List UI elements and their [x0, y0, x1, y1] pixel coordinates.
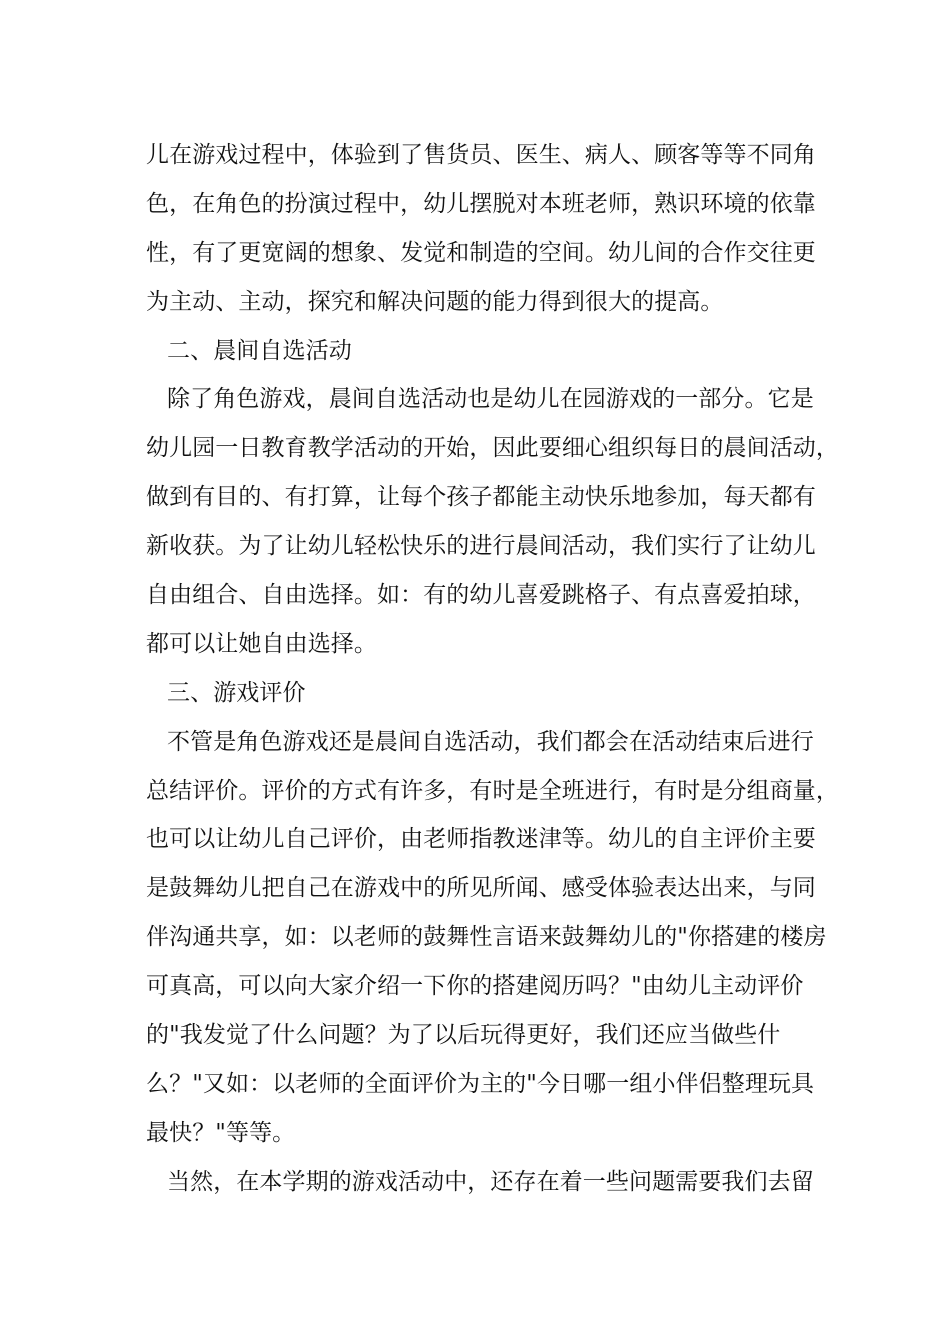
paragraph-line: 的"我发觉了什么问题？为了以后玩得更好，我们还应当做些什	[146, 1022, 781, 1049]
paragraph-line: 色，在角色的扮演过程中，幼儿摆脱对本班老师，熟识环境的依靠	[146, 190, 816, 217]
section-heading: 三、游戏评价	[167, 679, 306, 706]
paragraph-line: 也可以让幼儿自己评价，由老师指教迷津等。幼儿的自主评价主要	[146, 826, 816, 853]
paragraph-line: 都可以让她自由选择。	[146, 630, 377, 657]
paragraph-line: 儿在游戏过程中，体验到了售货员、医生、病人、顾客等等不同角	[146, 142, 816, 168]
document-body	[146, 131, 839, 1207]
paragraph-line: 么？"又如：以老师的全面评价为主的"今日哪一组小伴侣整理玩具	[146, 1070, 815, 1097]
paragraph-line: 幼儿园一日教育教学活动的开始，因此要细心组织每日的晨间活动，	[146, 435, 839, 462]
paragraph-line: 是鼓舞幼儿把自己在游戏中的所见所闻、感受体验表达出来，与同	[146, 875, 816, 902]
paragraph-line: 做到有目的、有打算，让每个孩子都能主动快乐地参加，每天都有	[146, 484, 816, 511]
section-heading: 二、晨间自选活动	[167, 337, 352, 364]
paragraph-line: 自由组合、自由选择。如：有的幼儿喜爱跳格子、有点喜爱拍球，	[146, 582, 816, 609]
paragraph-line: 总结评价。评价的方式有许多，有时是全班进行，有时是分组商量，	[146, 777, 839, 804]
paragraph-line: 可真高，可以向大家介绍一下你的搭建阅历吗？"由幼儿主动评价	[146, 973, 804, 1000]
paragraph-line: 不管是角色游戏还是晨间自选活动，我们都会在活动结束后进行	[167, 728, 814, 755]
paragraph-line: 新收获。为了让幼儿轻松快乐的进行晨间活动，我们实行了让幼儿	[146, 533, 816, 560]
paragraph-line: 性，有了更宽阔的想象、发觉和制造的空间。幼儿间的合作交往更	[146, 239, 816, 266]
paragraph-line: 伴沟通共享，如：以老师的鼓舞性言语来鼓舞幼儿的"你搭建的楼房	[146, 924, 827, 951]
paragraph-line: 除了角色游戏，晨间自选活动也是幼儿在园游戏的一部分。它是	[167, 386, 814, 413]
paragraph-line: 当然，在本学期的游戏活动中，还存在着一些问题需要我们去留	[167, 1168, 814, 1195]
paragraph-line: 最快？"等等。	[146, 1119, 296, 1146]
paragraph-line: 为主动、主动，探究和解决问题的能力得到很大的提高。	[146, 288, 724, 315]
